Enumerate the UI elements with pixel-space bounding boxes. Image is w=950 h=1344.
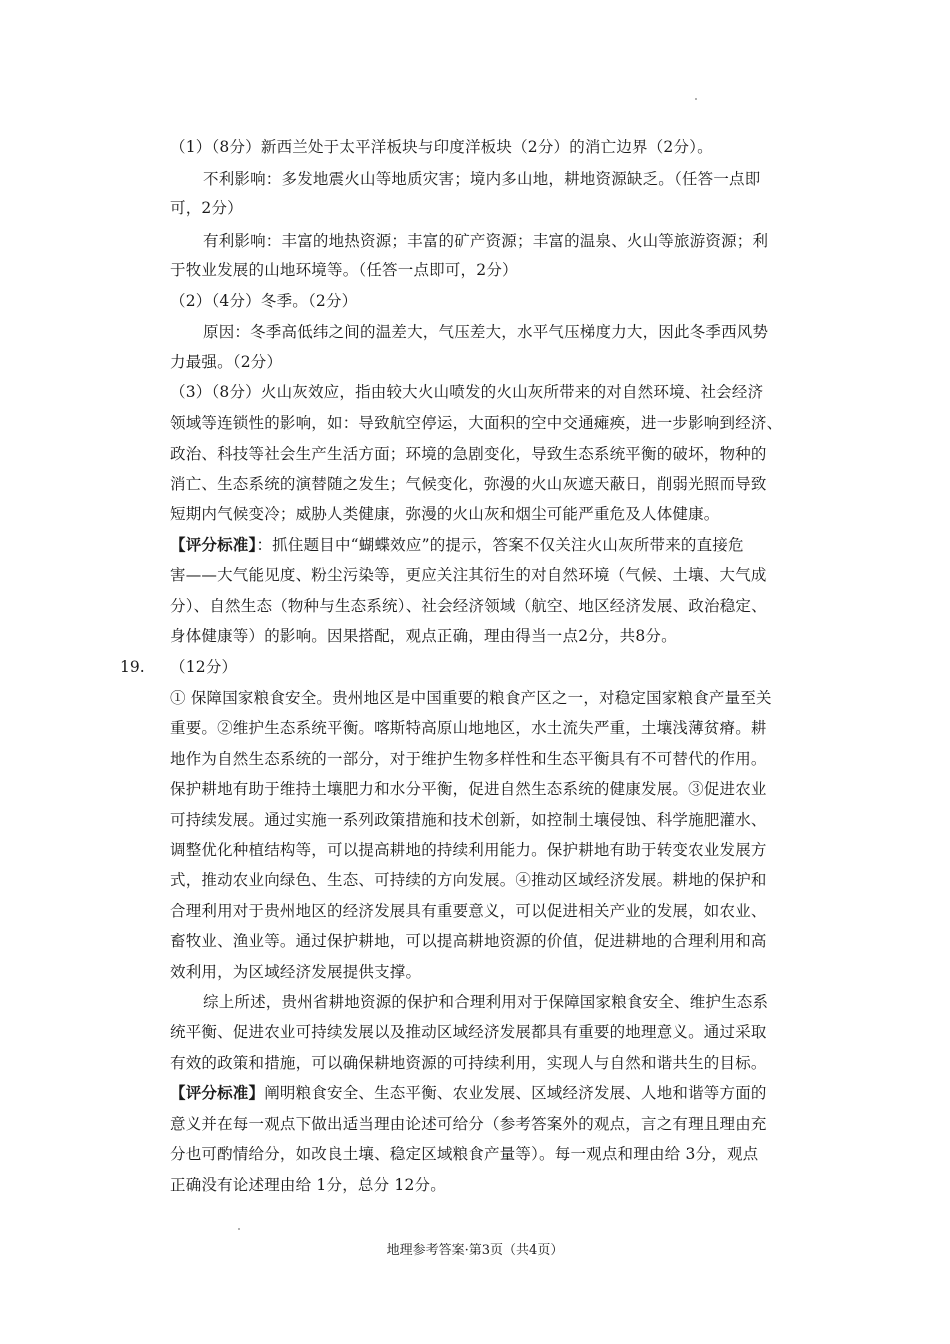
q19-body-line: 保护耕地有助于维持土壤肥力和水分平衡，促进自然生态系统的健康发展。③促进农业 bbox=[170, 780, 767, 798]
q19-criteria-text1: 阐明粮食安全、生态平衡、农业发展、区域经济发展、人地和谐等方面的 bbox=[264, 1084, 767, 1102]
scan-speck bbox=[695, 98, 697, 100]
q19-body-line: 式，推动农业向绿色、生态、可持续的方向发展。④推动区域经济发展。耕地的保护和 bbox=[170, 871, 767, 889]
q19-body-line: 可持续发展。通过实施一系列政策措施和技术创新，如控制土壤侵蚀、科学施肥灌水、 bbox=[170, 811, 767, 829]
q19-body-line: 畜牧业、渔业等。通过保护耕地，可以提高耕地资源的价值，促进耕地的合理利用和高 bbox=[170, 932, 767, 950]
q19-body-line: 合理利用对于贵州地区的经济发展具有重要意义，可以促进相关产业的发展，如农业、 bbox=[170, 902, 767, 920]
q19-body-line: 调整优化种植结构等，可以提高耕地的持续利用能力。保护耕地有助于转变农业发展方 bbox=[170, 841, 767, 859]
q19-body-line: 重要。②维护生态系统平衡。喀斯特高原山地地区，水土流失严重，土壤浅薄贫瘠。耕 bbox=[170, 719, 767, 737]
q18-part3-line5: 短期内气候变冷；威胁人类健康，弥漫的火山灰和烟尘可能严重危及人体健康。 bbox=[170, 505, 720, 523]
q18-part3-line3: 政治、科技等社会生产生活方面；环境的急剧变化，导致生态系统平衡的破坏，物种的 bbox=[170, 445, 767, 463]
q19-number: 19. bbox=[120, 658, 145, 676]
q18-criteria-line4: 身体健康等）的影响。因果搭配，观点正确，理由得当一点2分，共8分。 bbox=[170, 627, 677, 645]
q19-criteria-line1 bbox=[170, 1079, 830, 1107]
q19-summary-line1: 综上所述，贵州省耕地资源的保护和合理利用对于保障国家粮食安全、维护生态系 bbox=[203, 993, 769, 1011]
q19-summary-line2: 统平衡、促进农业可持续发展以及推动区域经济发展都具有重要的地理意义。通过采取 bbox=[170, 1023, 767, 1041]
q18-part1-positive-line2: 于牧业发展的山地环境等。（任答一点即可，2分） bbox=[170, 261, 518, 279]
q18-part3-line2: 领域等连锁性的影响，如：导致航空停运，大面积的空中交通瘫痪，进一步影响到经济、 bbox=[170, 414, 783, 432]
q19-criteria-line3: 分也可酌情给分，如改良土壤、稳定区域粮食产量等）。每一观点和理由给 3分，观点 bbox=[170, 1145, 759, 1163]
q18-criteria-line1 bbox=[170, 531, 830, 559]
q18-part2-reason-line2: 力最强。（2分） bbox=[170, 353, 283, 371]
q19-body-line: 地作为自然生态系统的一部分，对于维护生物多样性和生态平衡具有不可替代的作用。 bbox=[170, 750, 767, 768]
q18-part1-negative-line1: 不利影响：多发地震火山等地质灾害；境内多山地，耕地资源缺乏。（任答一点即 bbox=[203, 170, 761, 188]
q19-criteria-line4: 正确没有论述理由给 1分，总分 12分。 bbox=[170, 1176, 446, 1194]
q18-criteria-line3: 分）、自然生态（物种与生态系统）、社会经济领域（航空、地区经济发展、政治稳定、 bbox=[170, 597, 767, 615]
q19-body-line: ① 保障国家粮食安全。贵州地区是中国重要的粮食产区之一，对稳定国家粮食产量至关 bbox=[170, 689, 772, 707]
q18-criteria-label: 【评分标准】 bbox=[170, 535, 257, 554]
q19-body-line: 效利用，为区域经济发展提供支撑。 bbox=[170, 963, 422, 981]
q18-criteria-text1: ：抓住题目中“蝴蝶效应”的提示，答案不仅关注火山灰所带来的直接危 bbox=[256, 536, 744, 554]
q19-criteria-label: 【评分标准】 bbox=[170, 1083, 265, 1102]
q18-part3-line4: 消亡、生态系统的演替随之发生；气候变化，弥漫的火山灰遮天蔽日，削弱光照而导致 bbox=[170, 475, 767, 493]
q18-part2-reason-line1: 原因：冬季高低纬之间的温差大，气压差大，水平气压梯度力大，因此冬季西风势 bbox=[203, 323, 769, 341]
q18-part1-positive-line1: 有利影响：丰富的地热资源；丰富的矿产资源；丰富的温泉、火山等旅游资源；利 bbox=[203, 232, 769, 250]
q18-part2-head: （2）（4分）冬季。（2分） bbox=[170, 292, 358, 310]
q18-part1-head: （1）（8分）新西兰处于太平洋板块与印度洋板块（2分）的消亡边界（2分）。 bbox=[170, 138, 713, 156]
q19-criteria-line2: 意义并在每一观点下做出适当理由论述可给分（参考答案外的观点，言之有理且理由充 bbox=[170, 1115, 767, 1133]
q18-part1-negative-line2: 可，2分） bbox=[170, 199, 243, 217]
q19-summary-line3: 有效的政策和措施，可以确保耕地资源的可持续利用，实现人与自然和谐共生的目标。 bbox=[170, 1054, 767, 1072]
scan-speck bbox=[238, 1228, 240, 1230]
page-footer: 地理参考答案·第3页（共4页） bbox=[386, 1243, 564, 1258]
q19-score: （12分） bbox=[170, 658, 238, 676]
q18-criteria-line2: 害——大气能见度、粉尘污染等，更应关注其衍生的对自然环境（气候、土壤、大气成 bbox=[170, 566, 767, 584]
q18-part3-line1: （3）（8分）火山灰效应，指由较大火山喷发的火山灰所带来的对自然环境、社会经济 bbox=[170, 383, 764, 401]
